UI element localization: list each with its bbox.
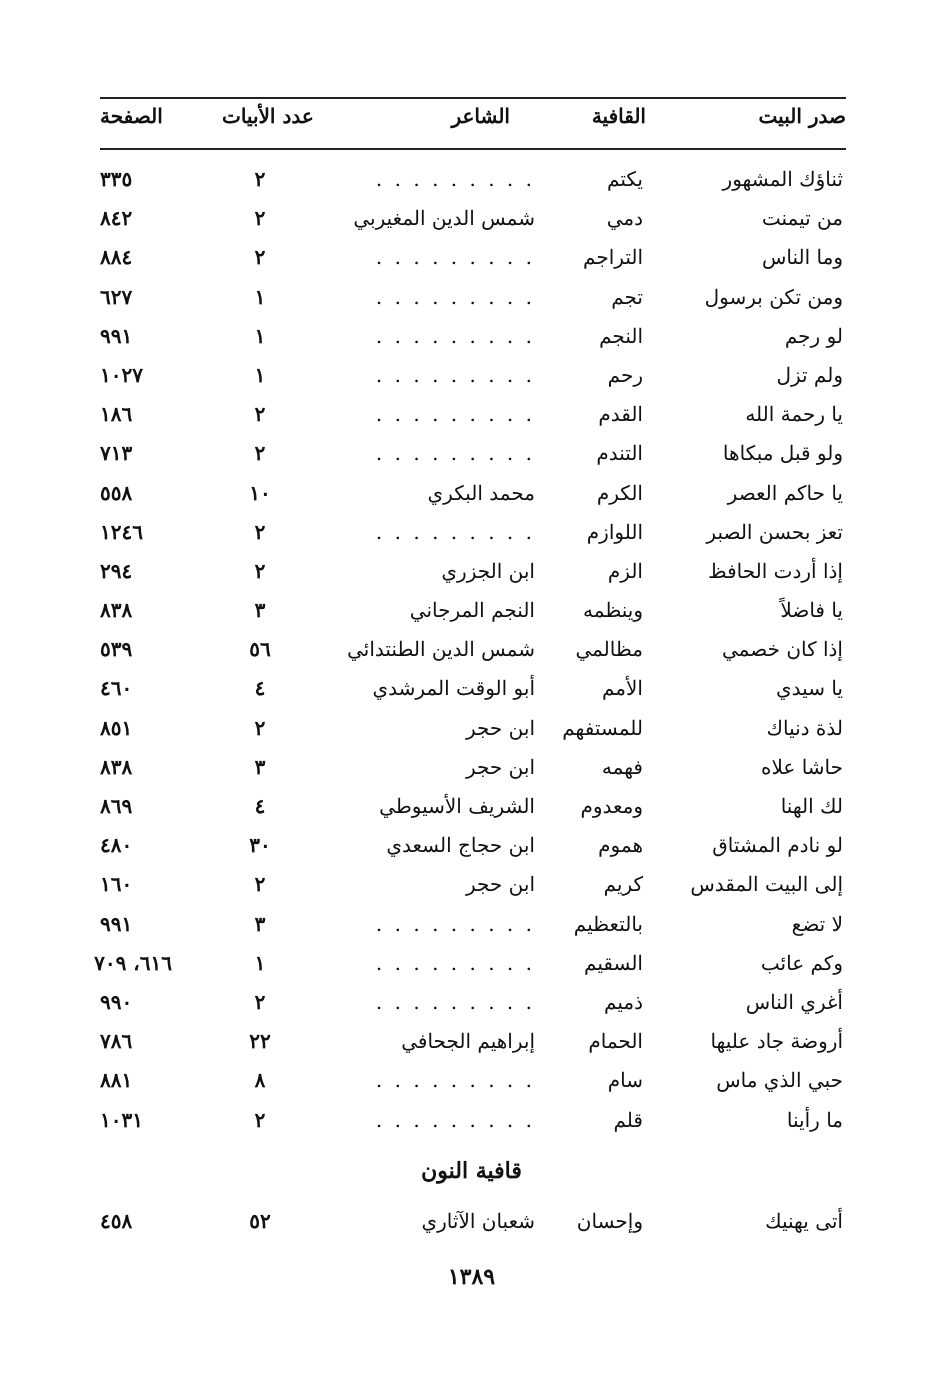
page-cell: ٥٥٨ — [100, 480, 133, 505]
count-cell: ٢ — [254, 167, 266, 191]
page-cell: ٨٦٩ — [100, 794, 133, 818]
rhyme-cell: وإحسان — [576, 1209, 643, 1233]
page-cell: ٦٢٧ — [100, 284, 133, 309]
rhyme-cell: قلم — [613, 1107, 643, 1132]
table-row — [0, 669, 943, 708]
count-cell: ٢ — [254, 558, 266, 583]
poet-cell: شمس الدين المغيربي — [353, 206, 535, 231]
page-cell: ٩٩١ — [100, 911, 133, 936]
table-row — [0, 238, 943, 277]
page-cell: ٨٨٤ — [100, 245, 133, 270]
page-cell: ٨٥١ — [100, 715, 133, 740]
rhyme-cell: اللوازم — [586, 519, 643, 544]
verse-cell: ولو قبل مبكاها — [722, 441, 843, 466]
table-row — [0, 709, 943, 748]
table-row — [0, 1022, 943, 1061]
poet-cell: ابن حجر — [465, 872, 535, 897]
header-page: الصفحة — [100, 104, 163, 128]
count-cell: ١ — [254, 950, 266, 975]
page-cell: ١٨٦ — [100, 402, 133, 427]
page-cell: ١٠٢٧ — [100, 362, 143, 387]
table-row — [0, 591, 943, 630]
table-row — [0, 1202, 943, 1241]
rhyme-cell: التندم — [596, 441, 643, 466]
page-cell: ٨٨١ — [100, 1068, 133, 1093]
table-row — [0, 395, 943, 434]
poet-cell: ابن حجاج السعدي — [386, 833, 535, 858]
page-cell: ٨٤٢ — [100, 206, 133, 231]
table-row — [0, 826, 943, 865]
index-table-body — [0, 160, 943, 1140]
poet-cell: شمس الدين الطنتدائي — [347, 637, 535, 662]
poet-cell: إبراهيم الجحافي — [401, 1029, 535, 1054]
verse-cell: يا حاكم العصر — [727, 480, 843, 505]
count-cell: ٢ — [254, 519, 266, 544]
table-row — [0, 474, 943, 513]
rhyme-cell: سام — [607, 1068, 643, 1093]
verse-cell: لا تضع — [791, 911, 843, 936]
table-row — [0, 944, 943, 983]
page-number: ١٣٨٩ — [447, 1264, 496, 1290]
verse-cell: لذة دنياك — [766, 715, 843, 740]
poet-cell: ابن الجزري — [441, 558, 535, 583]
count-cell: ٢ — [254, 872, 266, 897]
rhyme-cell: بالتعظيم — [573, 911, 643, 936]
poet-cell: . . . . . . . . . — [375, 989, 535, 1014]
poet-cell: ابن حجر — [465, 754, 535, 779]
rhyme-cell: يكتم — [607, 167, 643, 191]
count-cell: ١ — [254, 362, 266, 387]
table-row — [0, 356, 943, 395]
rhyme-cell: هموم — [598, 833, 643, 858]
rhyme-cell: فهمه — [601, 754, 643, 779]
poet-cell: . . . . . . . . . — [375, 362, 535, 387]
count-cell: ٢ — [254, 441, 266, 466]
count-cell: ٤ — [254, 676, 266, 701]
poet-cell: . . . . . . . . . — [375, 167, 535, 191]
rhyme-cell: تجم — [611, 284, 643, 309]
poet-cell: . . . . . . . . . — [375, 1068, 535, 1093]
verse-cell: ما رأينا — [786, 1107, 843, 1132]
header-poet: الشاعر — [451, 104, 510, 128]
verse-cell: ومن تكن برسول — [704, 284, 843, 309]
verse-cell: إذا كان خصمي — [722, 637, 843, 662]
rhyme-cell: الكرم — [596, 480, 643, 505]
top-rule — [100, 97, 846, 99]
count-cell: ٥٢ — [249, 1209, 271, 1233]
verse-cell: حاشا علاه — [760, 754, 843, 779]
count-cell: ٢٢ — [249, 1029, 271, 1054]
page-cell: ٧٨٦ — [100, 1029, 133, 1054]
poet-cell: النجم المرجاني — [409, 598, 535, 623]
header-rule — [100, 148, 846, 150]
poet-cell: . . . . . . . . . — [375, 402, 535, 427]
verse-cell: ثناؤك المشهور — [722, 167, 843, 191]
page-cell: ٨٣٨ — [100, 598, 133, 623]
count-cell: ١٠ — [249, 480, 271, 505]
count-cell: ٢ — [254, 245, 266, 270]
count-cell: ١ — [254, 323, 266, 348]
table-row — [0, 552, 943, 591]
count-cell: ٢ — [254, 402, 266, 427]
header-count: عدد الأبيات — [222, 104, 314, 128]
poet-cell: . . . . . . . . . — [375, 950, 535, 975]
table-row — [0, 434, 943, 473]
verse-cell: يا فاضلاً — [780, 598, 843, 623]
poet-cell: . . . . . . . . . — [375, 245, 535, 270]
count-cell: ٥٦ — [249, 637, 271, 662]
poet-cell: . . . . . . . . . — [375, 519, 535, 544]
rhyme-cell: للمستفهم — [562, 715, 643, 740]
count-cell: ٢ — [254, 1107, 266, 1132]
verse-cell: يا سيدي — [776, 676, 843, 701]
page-cell: ٤٨٠ — [100, 833, 133, 858]
rhyme-cell: ومعدوم — [580, 794, 643, 818]
count-cell: ٨ — [254, 1068, 266, 1093]
page-cell: ٤٦٠ — [100, 676, 133, 701]
rhyme-cell: مظالمي — [575, 637, 643, 662]
count-cell: ٤ — [254, 794, 266, 818]
table-row — [0, 983, 943, 1022]
table-row — [0, 865, 943, 904]
section-table-body — [0, 1202, 943, 1242]
table-row — [0, 787, 943, 826]
table-row — [0, 199, 943, 238]
verse-cell: تعز بحسن الصبر — [706, 519, 843, 544]
rhyme-cell: القدم — [598, 402, 643, 427]
poet-cell: . . . . . . . . . — [375, 1107, 535, 1132]
poet-cell: محمد البكري — [427, 480, 535, 505]
poet-cell: . . . . . . . . . — [375, 323, 535, 348]
count-cell: ٣ — [254, 598, 266, 623]
rhyme-cell: الزم — [607, 558, 643, 583]
page-cell: ٩٩٠ — [100, 989, 133, 1014]
poet-cell: شعبان الآثاري — [421, 1209, 535, 1233]
poet-cell: الشريف الأسيوطي — [379, 794, 535, 818]
page-cell: ١٦٠ — [100, 872, 133, 897]
verse-cell: إذا أردت الحافظ — [708, 558, 843, 583]
page-cell: ٢٩٤ — [100, 558, 133, 583]
table-row — [0, 317, 943, 356]
rhyme-cell: التراجم — [583, 245, 643, 270]
page-cell: ٥٣٩ — [100, 637, 133, 662]
page-cell: ٩٩١ — [100, 323, 133, 348]
verse-cell: حبي الذي ماس — [716, 1068, 843, 1093]
rhyme-cell: رحم — [607, 362, 643, 387]
verse-cell: وما الناس — [761, 245, 843, 270]
page-cell: ٣٣٥ — [100, 167, 133, 191]
count-cell: ٣ — [254, 911, 266, 936]
rhyme-cell: الأمم — [602, 676, 643, 701]
rhyme-cell: السقيم — [584, 950, 643, 975]
verse-cell: ولم تزل — [776, 362, 843, 387]
verse-cell: إلى البيت المقدس — [690, 872, 843, 897]
count-cell: ٢ — [254, 715, 266, 740]
verse-cell: لو نادم المشتاق — [712, 833, 843, 858]
verse-cell: أروضة جاد عليها — [710, 1029, 843, 1054]
page-cell: ١٢٤٦ — [100, 519, 143, 544]
table-row — [0, 1061, 943, 1100]
verse-cell: يا رحمة الله — [745, 402, 843, 427]
poet-cell: أبو الوقت المرشدي — [372, 676, 535, 701]
verse-cell: من تيمنت — [761, 206, 843, 231]
table-row — [0, 513, 943, 552]
count-cell: ٣٠ — [249, 833, 271, 858]
table-row — [0, 278, 943, 317]
verse-cell: لو رجم — [784, 323, 843, 348]
table-row — [0, 630, 943, 669]
count-cell: ٣ — [254, 754, 266, 779]
rhyme-cell: وينظمه — [583, 598, 643, 623]
section-title: قافية النون — [421, 1158, 522, 1184]
page-cell: ٨٣٨ — [100, 754, 133, 779]
table-row — [0, 905, 943, 944]
poet-cell: . . . . . . . . . — [375, 911, 535, 936]
page-cell: ٤٥٨ — [100, 1209, 133, 1233]
rhyme-cell: ذميم — [604, 989, 643, 1014]
poet-cell: . . . . . . . . . — [375, 284, 535, 309]
poet-cell: . . . . . . . . . — [375, 441, 535, 466]
page-cell: ٧١٣ — [100, 441, 133, 466]
rhyme-cell: دمي — [606, 206, 643, 231]
table-row — [0, 748, 943, 787]
table-header — [100, 104, 846, 140]
table-row — [0, 1101, 943, 1140]
verse-cell: أتى يهنيك — [765, 1209, 843, 1233]
verse-cell: لك الهنا — [780, 794, 843, 818]
header-rhyme: القافية — [591, 104, 646, 128]
table-row — [0, 160, 943, 199]
count-cell: ١ — [254, 284, 266, 309]
poet-cell: ابن حجر — [465, 715, 535, 740]
count-cell: ٢ — [254, 206, 266, 231]
rhyme-cell: الحمام — [588, 1029, 643, 1054]
page-cell: ٦١٦، ٧٠٩ — [94, 950, 172, 975]
count-cell: ٢ — [254, 989, 266, 1014]
header-verse: صدر البيت — [758, 104, 846, 128]
page-cell: ١٠٣١ — [100, 1107, 143, 1132]
rhyme-cell: كريم — [603, 872, 643, 897]
verse-cell: أغري الناس — [745, 989, 843, 1014]
rhyme-cell: النجم — [599, 323, 643, 348]
verse-cell: وكم عائب — [760, 950, 843, 975]
